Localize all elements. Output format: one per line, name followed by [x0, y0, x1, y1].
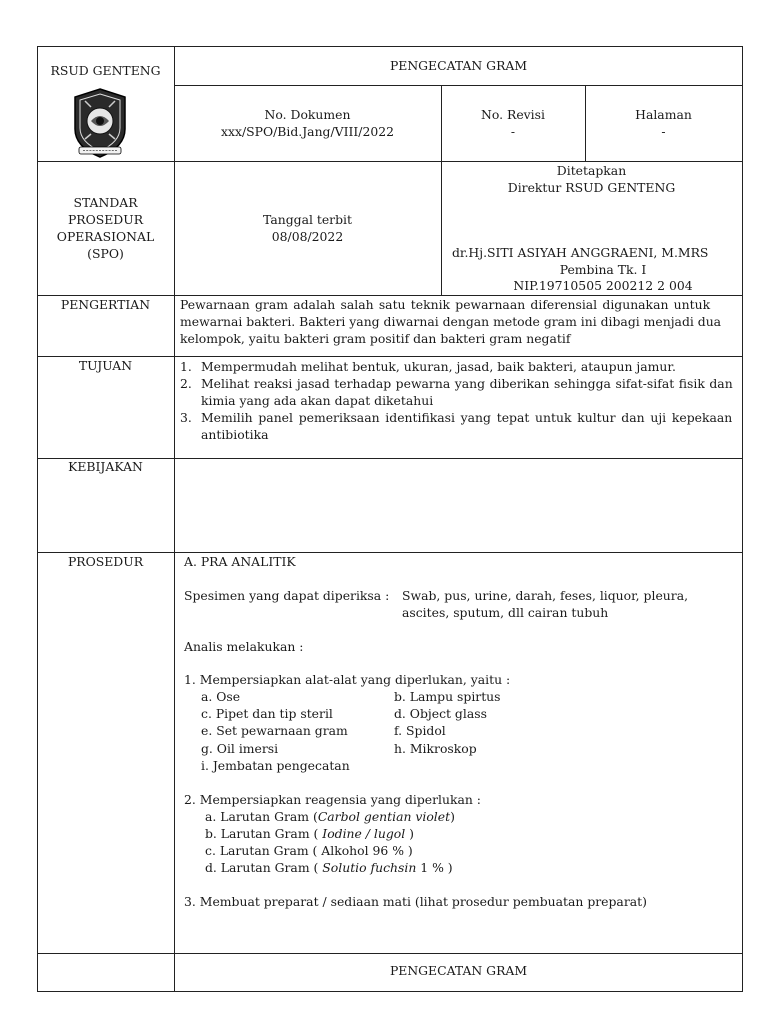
spo-label-line: PROSEDUR [67, 212, 144, 227]
list-item-number: 2. [180, 376, 192, 391]
list-item-number: 1. [180, 359, 192, 374]
tool-item: d. Object glass [394, 706, 487, 721]
table-border [37, 991, 743, 992]
text-line: kelompok, yaitu bakteri gram positif dan bakteri gram negatif [180, 331, 571, 346]
tool-item: g. Oil imersi [201, 741, 279, 756]
spo-label-line: OPERASIONAL [56, 229, 155, 244]
section-label-prosedur: PROSEDUR [67, 554, 144, 569]
list-item: antibiotika [201, 427, 269, 442]
section-label-pengertian: PENGERTIAN [60, 297, 151, 312]
table-border [174, 85, 743, 86]
hospital-emblem-logo [69, 87, 131, 159]
tool-item: i. Jembatan pengecatan [201, 758, 350, 773]
tool-item: b. Lampu spirtus [394, 689, 501, 704]
section-label-tujuan: TUJUAN [78, 358, 133, 373]
list-item: Melihat reaksi jasad terhadap pewarna yang diberikan sehingga sifat-sifat fisik dan [201, 376, 733, 391]
text-line: Pewarnaan gram adalah salah satu teknik pewarnaan diferensial digunakan untuk [180, 297, 711, 312]
tool-item: h. Mikroskop [394, 741, 477, 756]
analis-text: Analis melakukan : [184, 639, 304, 654]
footer-title: PENGECATAN GRAM [389, 963, 528, 978]
document-title: PENGECATAN GRAM [389, 58, 528, 73]
list-item: Memilih panel pemeriksaan identifikasi yang tepat untuk kultur dan uji kepekaan [201, 410, 733, 425]
reagent-item: d. Larutan Gram ( Solutio fuchsin 1 % ) [205, 860, 453, 875]
spo-label-line: STANDAR [73, 195, 138, 210]
page-value: - [661, 124, 666, 139]
doc-number-label: No. Dokumen [264, 107, 351, 122]
reagent-item: a. Larutan Gram (Carbol gentian violet) [205, 809, 455, 824]
tool-item: a. Ose [201, 689, 241, 704]
specimen-list: Swab, pus, urine, darah, feses, liquor, pleura, [402, 588, 689, 603]
tool-item: f. Spidol [394, 723, 446, 738]
table-border [742, 46, 743, 992]
step-heading: 3. Membuat preparat / sediaan mati (lihat prosedur pembuatan preparat) [184, 894, 647, 909]
text-line: mewarnai bakteri. Bakteri yang diwarnai dengan metode gram ini dibagi menjadi dua [180, 314, 722, 329]
step-heading: 2. Mempersiapkan reagensia yang diperlukan : [184, 792, 481, 807]
hospital-name: RSUD GENTENG [50, 63, 161, 78]
table-border [37, 46, 38, 992]
signer-nip: NIP.19710505 200212 2 004 [513, 278, 693, 293]
established-label: Ditetapkan [556, 163, 627, 178]
subsection-heading: A. PRA ANALITIK [184, 554, 296, 569]
tool-item: c. Pipet dan tip steril [201, 706, 333, 721]
specimen-label: Spesimen yang dapat diperiksa : [184, 588, 390, 603]
step-heading: 1. Mempersiapkan alat-alat yang diperlukan, yaitu : [184, 672, 511, 687]
director-title: Direktur RSUD GENTENG [507, 180, 676, 195]
signer-name: dr.Hj.SITI ASIYAH ANGGRAENI, M.MRS [452, 245, 709, 260]
table-border [174, 46, 175, 992]
spo-label-line: (SPO) [87, 246, 124, 261]
issue-date-label: Tanggal terbit [263, 212, 352, 227]
table-border [37, 46, 743, 47]
table-border [37, 953, 743, 954]
specimen-list: ascites, sputum, dll cairan tubuh [402, 605, 609, 620]
page-label: Halaman [635, 107, 692, 122]
signer-rank: Pembina Tk. I [559, 262, 647, 277]
doc-number-value: xxx/SPO/Bid.Jang/VIII/2022 [220, 124, 394, 139]
issue-date-value: 08/08/2022 [271, 229, 344, 244]
list-item-number: 3. [180, 410, 192, 425]
list-item: Mempermudah melihat bentuk, ukuran, jasad, baik bakteri, ataupun jamur. [201, 359, 676, 374]
reagent-item: b. Larutan Gram ( Iodine / lugol ) [205, 826, 414, 841]
revision-value: - [510, 124, 516, 139]
revision-label: No. Revisi [481, 107, 545, 122]
list-item: kimia yang ada akan dapat diketahui [201, 393, 434, 408]
section-label-kebijakan: KEBIJAKAN [68, 459, 143, 474]
tool-item: e. Set pewarnaan gram [201, 723, 348, 738]
reagent-item: c. Larutan Gram ( Alkohol 96 % ) [205, 843, 413, 858]
